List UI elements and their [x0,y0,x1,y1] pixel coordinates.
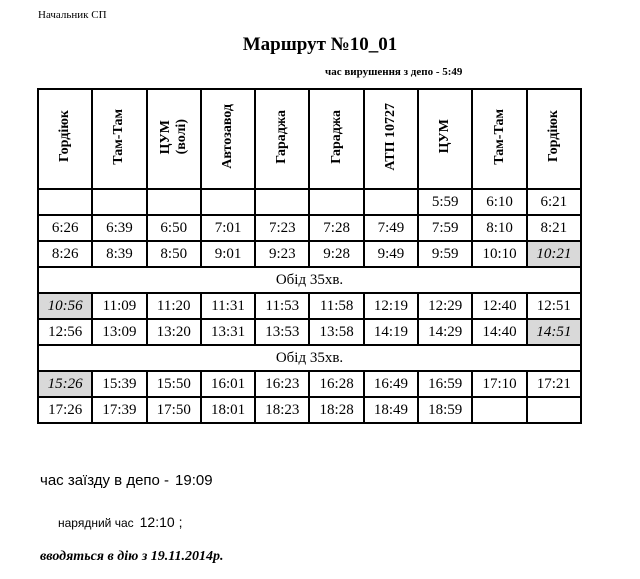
time-cell: 11:53 [255,293,309,319]
shift-time-label: нарядний час [58,516,134,530]
time-cell: 6:10 [472,189,526,215]
time-cell [38,189,92,215]
time-cell: 18:01 [201,397,255,423]
time-cell: 13:58 [309,319,363,345]
time-cell: 6:21 [527,189,581,215]
stop-name: Там-Там [111,108,127,165]
time-cell: 16:01 [201,371,255,397]
time-cell: 17:26 [38,397,92,423]
time-cell: 7:01 [201,215,255,241]
time-cell: 13:09 [92,319,146,345]
time-cell: 11:31 [201,293,255,319]
time-cell: 17:39 [92,397,146,423]
trip-row [38,319,581,345]
time-cell [309,189,363,215]
depot-arrival-label: час заїзду в депо - [40,472,170,489]
shift-time [58,514,182,530]
time-cell: 12:56 [38,319,92,345]
time-cell: 16:28 [309,371,363,397]
time-cell: 17:21 [527,371,581,397]
time-cell: 8:26 [38,241,92,267]
schedule-body [38,189,581,423]
lunch-break-row [38,267,581,293]
stops-header-row [38,89,581,189]
trip-row [38,241,581,267]
time-cell: 8:39 [92,241,146,267]
depot-arrival [40,472,213,489]
time-cell: 12:40 [472,293,526,319]
shift-time-value: 12:10 ; [139,514,183,530]
time-cell: 10:21 [527,241,581,267]
time-cell: 14:19 [364,319,418,345]
time-cell: 14:40 [472,319,526,345]
time-cell: 18:23 [255,397,309,423]
time-cell: 18:28 [309,397,363,423]
time-cell: 15:39 [92,371,146,397]
time-cell: 6:39 [92,215,146,241]
time-cell: 9:59 [418,241,472,267]
time-cell: 14:29 [418,319,472,345]
stop-header [147,89,201,189]
stop-name: Гордіюк [57,110,73,163]
time-cell: 11:09 [92,293,146,319]
time-cell: 16:23 [255,371,309,397]
stop-name: Там-Там [491,108,507,165]
schedule-table [37,88,582,424]
time-cell: 17:50 [147,397,201,423]
time-cell: 12:19 [364,293,418,319]
time-cell: 16:59 [418,371,472,397]
time-cell: 7:59 [418,215,472,241]
stop-name: Гараджа [328,109,344,164]
time-cell: 15:26 [38,371,92,397]
depot-departure-time: час вирушення з депо - 5:49 [325,66,463,78]
time-cell [201,189,255,215]
stop-header [364,89,418,189]
time-cell [147,189,201,215]
time-cell: 12:29 [418,293,472,319]
time-cell: 9:49 [364,241,418,267]
time-cell [255,189,309,215]
time-cell: 15:50 [147,371,201,397]
time-cell: 18:49 [364,397,418,423]
time-cell [364,189,418,215]
effective-date-note: вводяться в дію з 19.11.2014р. [40,549,224,564]
stop-header [201,89,255,189]
stop-name: ЦУМ [437,119,453,154]
time-cell: 18:59 [418,397,472,423]
time-cell [527,397,581,423]
chief-label: Начальник СП [38,9,107,21]
stop-header [92,89,146,189]
time-cell: 13:53 [255,319,309,345]
time-cell: 7:49 [364,215,418,241]
stop-header [418,89,472,189]
time-cell: 13:31 [201,319,255,345]
trip-row [38,397,581,423]
stop-name: Гараджа [274,109,290,164]
lunch-break-row [38,345,581,371]
time-cell [472,397,526,423]
stop-header [472,89,526,189]
time-cell: 11:20 [147,293,201,319]
trip-row [38,215,581,241]
time-cell: 7:28 [309,215,363,241]
time-cell: 12:51 [527,293,581,319]
time-cell: 17:10 [472,371,526,397]
time-cell: 14:51 [527,319,581,345]
trip-row [38,189,581,215]
time-cell: 6:50 [147,215,201,241]
route-title: Маршрут №10_01 [242,34,398,55]
time-cell [92,189,146,215]
time-cell: 9:01 [201,241,255,267]
time-cell: 8:21 [527,215,581,241]
time-cell: 9:28 [309,241,363,267]
stop-header [38,89,92,189]
stop-header [255,89,309,189]
time-cell: 10:10 [472,241,526,267]
time-cell: 8:10 [472,215,526,241]
stop-name: ЦУМ (волі) [157,118,189,155]
trip-row [38,293,581,319]
stop-name: АТП 10727 [382,102,398,171]
time-cell: 13:20 [147,319,201,345]
stop-header [309,89,363,189]
time-cell: 5:59 [418,189,472,215]
lunch-break-label: Обід 35хв. [38,267,581,293]
time-cell: 7:23 [255,215,309,241]
time-cell: 8:50 [147,241,201,267]
depot-arrival-time: 19:09 [175,472,213,489]
trip-row [38,371,581,397]
time-cell: 11:58 [309,293,363,319]
time-cell: 9:23 [255,241,309,267]
lunch-break-label: Обід 35хв. [38,345,581,371]
stop-header [527,89,581,189]
time-cell: 6:26 [38,215,92,241]
time-cell: 10:56 [38,293,92,319]
time-cell: 16:49 [364,371,418,397]
stop-name: Гордіюк [545,110,561,163]
stop-name: Автозавод [220,104,236,169]
